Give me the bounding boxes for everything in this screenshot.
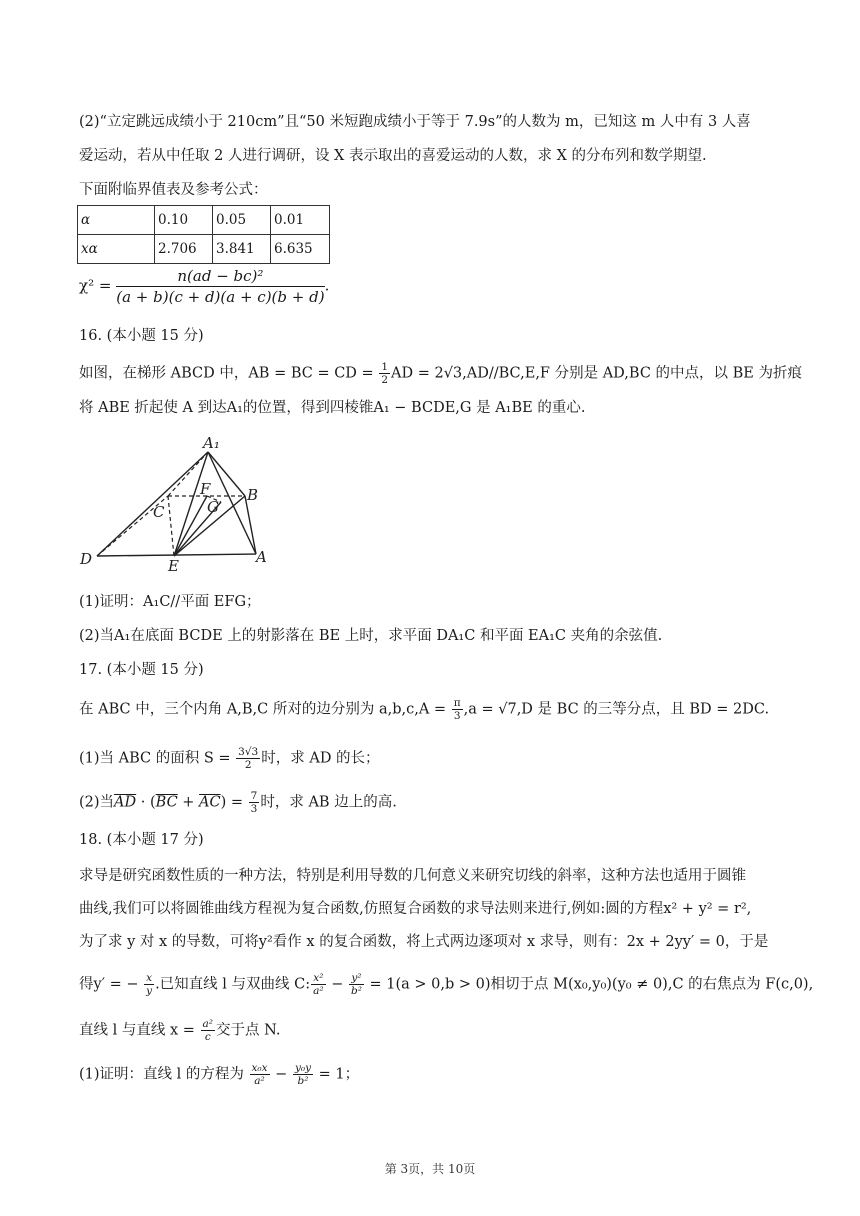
fraction-num: a² — [202, 1018, 213, 1030]
fraction-den: y — [146, 985, 153, 997]
table-cell: 0.05 — [213, 206, 271, 235]
q17-heading: 17. (本小题 15 分) — [79, 662, 204, 678]
q18-line4 — [79, 972, 813, 997]
fraction-num: y₀y — [294, 1062, 312, 1074]
q16-stem-line2: 将 ABE 折起使 A 到达A₁的位置，得到四棱锥A₁ − BCDE,G 是 A₁BE 的重心. — [79, 400, 586, 416]
page-footer: 第 3页，共 10页 — [384, 1162, 476, 1176]
label-F: F — [200, 480, 211, 498]
fraction — [293, 1062, 313, 1087]
fraction-den: b² — [350, 985, 362, 997]
fraction-num: 7 — [250, 790, 258, 802]
edge-CE — [168, 496, 174, 556]
formula-tail: . — [324, 276, 330, 295]
q18-text: .已知直线 l 与双曲线 C: — [155, 976, 311, 993]
fraction — [236, 746, 260, 771]
label-B: B — [247, 486, 259, 504]
q16-text: 如图，在梯形 ABCD 中，AB = BC = CD = — [79, 365, 374, 382]
fraction — [249, 790, 260, 815]
q16-stem-line1 — [79, 361, 802, 386]
q18-text: − — [270, 1066, 292, 1083]
q17-text: · ( — [136, 794, 156, 811]
fraction-den: 2 — [381, 374, 388, 386]
fraction-den: 2 — [244, 759, 252, 771]
q18-text: 交于点 N. — [216, 1022, 281, 1039]
table-cell: 3.841 — [213, 235, 271, 264]
fraction-num: 3√3 — [238, 746, 259, 758]
q18-line5 — [79, 1018, 280, 1043]
table-row — [78, 235, 330, 264]
q18-text: − — [326, 976, 348, 993]
fraction-den: 3 — [453, 710, 461, 722]
q18-part1 — [79, 1062, 359, 1087]
critical-value-table — [77, 205, 330, 264]
table-cell: 0.10 — [155, 206, 213, 235]
edge-BA — [245, 496, 256, 554]
formula-lhs: χ² = — [79, 276, 112, 295]
table-cell: 0.01 — [271, 206, 330, 235]
q17-text: ,a = √7,D 是 BC 的三等分点，且 BD = 2DC. — [463, 701, 770, 718]
q16-heading: 16. (本小题 15 分) — [79, 328, 204, 344]
fraction-num: x₀x — [251, 1062, 268, 1074]
chi-square-formula — [79, 266, 329, 307]
label-A1: A₁ — [203, 434, 220, 452]
fraction — [379, 361, 390, 386]
q18-text: = 1； — [314, 1066, 360, 1083]
q17-part2 — [79, 790, 397, 815]
q18-line2: 曲线,我们可以将圆锥曲线方程视为复合函数,仿照复合函数的求导法则来进行,例如:圆的方程x² + y² = r², — [79, 901, 752, 917]
formula-numerator: n(ad − bc)² — [116, 266, 324, 287]
table-cell: 6.635 — [271, 235, 330, 264]
q18-line1: 求导是研究函数性质的一种方法，特别是利用导数的几何意义来研究切线的斜率，这种方法也适用于圆锥 — [79, 868, 746, 884]
q17-text: 在 ABC 中，三个内角 A,B,C 所对的边分别为 a,b,c,A = — [79, 701, 447, 718]
formula-fraction — [116, 266, 324, 307]
q18-text: 得y′ = − — [79, 976, 139, 993]
fraction — [311, 972, 325, 997]
pyramid-figure — [75, 432, 275, 572]
q16-part1: (1)证明：A₁C//平面 EFG； — [79, 594, 261, 610]
fraction-num: y² — [349, 972, 364, 985]
fraction — [144, 972, 154, 997]
q17-text: (1)当 ABC 的面积 S = — [79, 750, 231, 767]
fraction — [201, 1018, 215, 1043]
label-C: C — [153, 503, 165, 521]
vector-BC: $\overline{BC}$ — [155, 794, 178, 811]
q17-stem — [79, 697, 769, 722]
fraction-den: c — [204, 1031, 211, 1043]
q15-part2-line2: 爱运动，若从中任取 2 人进行调研，设 X 表示取出的喜爱运动的人数，求 X 的分布列和数学期望. — [79, 148, 707, 164]
fraction-den: 3 — [250, 803, 258, 815]
fraction-num: x — [144, 972, 154, 985]
fraction-num: π — [453, 697, 461, 709]
formula-denominator: (a + b)(c + d)(a + c)(b + d) — [116, 288, 325, 306]
q18-text: = 1(a > 0,b > 0)相切于点 M(x₀,y₀)(y₀ ≠ 0),C 的右焦点为 F(c,0), — [364, 976, 814, 993]
q17-text: + — [177, 794, 200, 811]
fraction-num: 1 — [381, 361, 388, 373]
vector-AC: $\overline{AC}$ — [199, 794, 221, 811]
reference-intro: 下面附临界值表及参考公式： — [79, 182, 268, 198]
q17-text: 时，求 AB 边上的高. — [260, 794, 397, 811]
q18-text: (1)证明：直线 l 的方程为 — [79, 1066, 244, 1083]
table-cell: xα — [78, 235, 155, 264]
q17-text: 时，求 AD 的长； — [261, 750, 380, 767]
fraction-den: b² — [297, 1075, 309, 1087]
table-cell: α — [78, 206, 155, 235]
fraction — [452, 697, 463, 722]
label-G: G — [207, 498, 219, 516]
q16-part2: (2)当A₁在底面 BCDE 上的射影落在 BE 上时，求平面 DA₁C 和平面 EA₁C 夹角的余弦值. — [79, 628, 663, 644]
q17-part1 — [79, 746, 380, 771]
q16-text: AD = 2√3,AD//BC,E,F 分别是 AD,BC 的中点，以 BE 为折痕 — [391, 365, 802, 382]
q17-text: ) = — [220, 794, 244, 811]
table-cell: 2.706 — [155, 235, 213, 264]
edge-A1B — [208, 452, 245, 496]
q18-line3: 为了求 y 对 x 的导数，可将y²看作 x 的复合函数，将上式两边逐项对 x 求导，则有：2x + 2yy′ = 0，于是 — [79, 934, 769, 950]
fraction-den: a² — [313, 985, 324, 997]
fraction — [349, 972, 364, 997]
fraction-num: x² — [311, 972, 325, 985]
q17-text: (2)当 — [79, 794, 115, 811]
q15-part2-line1: (2)“立定跳远成绩小于 210cm”且“50 米短跑成绩小于等于 7.9s”的人数为 m，已知这 m 人中有 3 人喜 — [79, 114, 751, 130]
vector-AD: $\overline{AD}$ — [114, 794, 137, 811]
fraction — [250, 1062, 270, 1087]
label-A: A — [256, 548, 267, 566]
fraction-den: a² — [254, 1075, 265, 1087]
q18-text: 直线 l 与直线 x = — [79, 1022, 195, 1039]
label-D: D — [80, 550, 93, 568]
label-E: E — [168, 557, 179, 572]
q18-heading: 18. (本小题 17 分) — [79, 832, 204, 848]
table-row — [78, 206, 330, 235]
